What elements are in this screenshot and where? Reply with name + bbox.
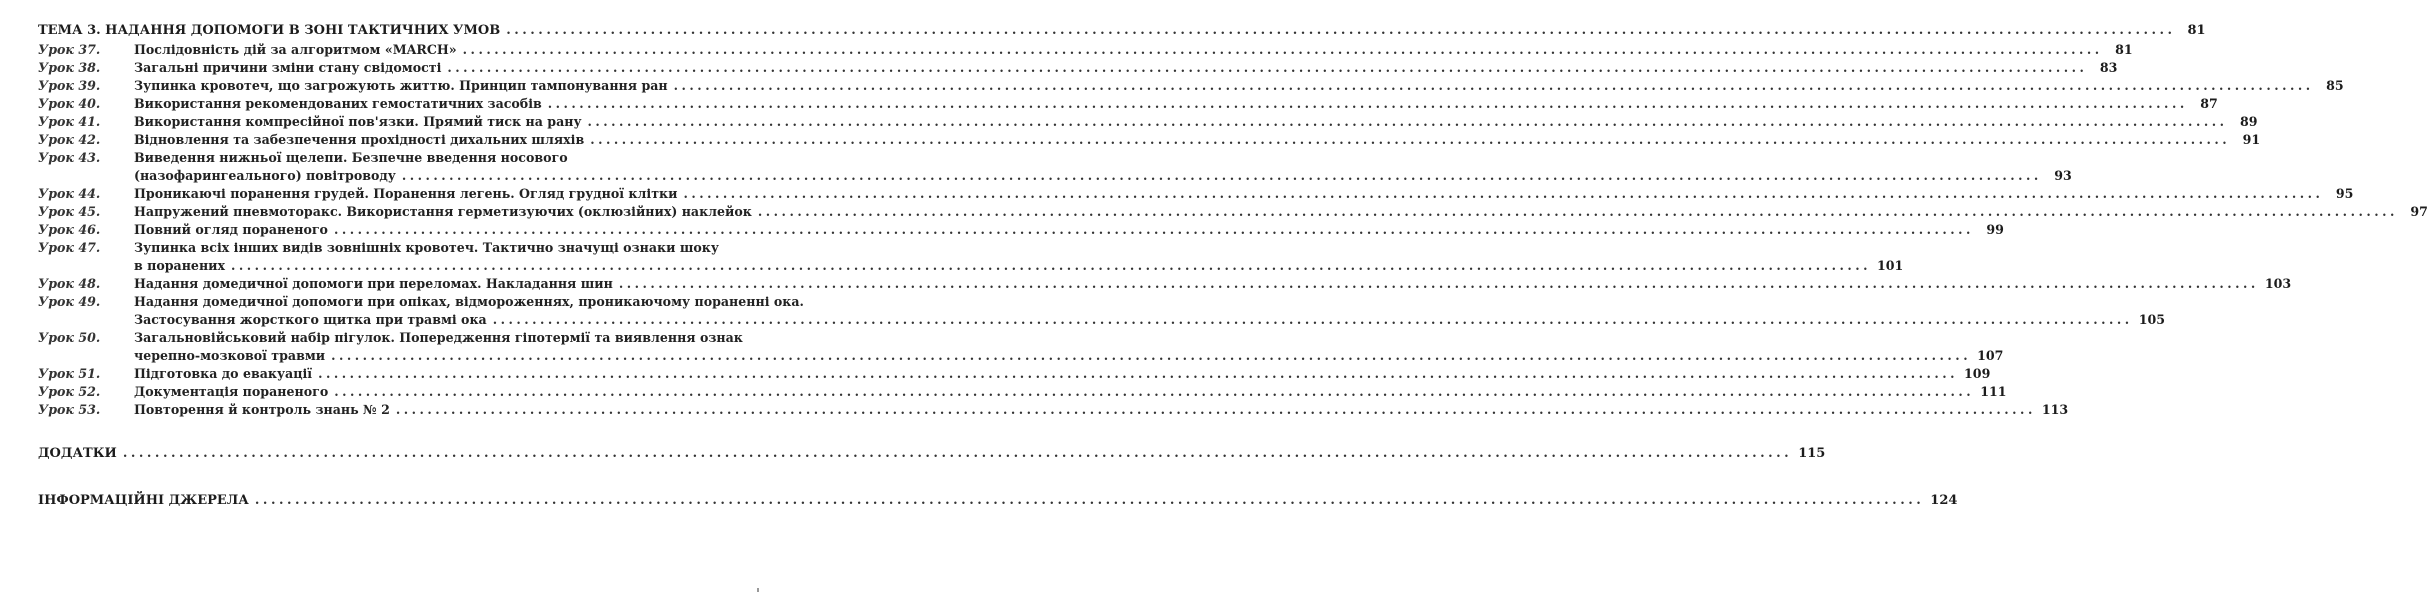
- lesson-title: Використання рекомендованих гемостатичних засобів: [134, 96, 542, 111]
- page-number: 113: [2041, 402, 2069, 417]
- lesson-number: Урок 40.: [38, 96, 101, 111]
- lesson-number: Урок 38.: [38, 60, 101, 75]
- lesson-title: Виведення нижньої щелепи. Безпечне введення носового: [134, 150, 568, 165]
- page-number: 93: [2054, 168, 2072, 183]
- page-number: 87: [2200, 96, 2218, 111]
- toc-lesson-entry[interactable]: [38, 77, 2344, 95]
- lesson-number: Урок 47.: [38, 240, 101, 255]
- lesson-number: Урок 53.: [38, 402, 101, 417]
- lesson-title: (назофарингеального) повітроводу: [134, 168, 396, 183]
- lesson-number: Урок 42.: [38, 132, 101, 147]
- page-number: 101: [1877, 258, 1904, 273]
- dot-leader: [331, 347, 1971, 365]
- dot-leader: [588, 113, 2228, 131]
- toc-lesson-entry[interactable]: [38, 95, 2218, 113]
- lesson-number: Урок 45.: [38, 204, 101, 219]
- toc-lesson-entry[interactable]: [38, 59, 2118, 77]
- lesson-title: Підготовка до евакуації: [134, 366, 313, 381]
- lesson-title: Напружений пневмоторакс. Використання герметизуючих (оклюзійних) наклейок: [134, 204, 752, 219]
- lesson-number: Урок 41.: [38, 114, 101, 129]
- dot-leader: [334, 383, 1974, 401]
- page-number: 95: [2335, 186, 2354, 201]
- lesson-title: Зупинка кровотеч, що загрожують життю. Принцип тампонування ран: [134, 78, 668, 93]
- page-number: 115: [1798, 446, 1826, 461]
- lesson-number: Урок 37.: [38, 42, 101, 57]
- toc-lesson-entry[interactable]: [38, 383, 2007, 401]
- lesson-title: Зупинка всіх інших видів зовнішніх кровотеч. Тактично значущі ознаки шоку: [134, 240, 719, 255]
- lesson-title: Повний огляд пораненого: [134, 222, 328, 237]
- lesson-title: черепно-мозкової травми: [134, 348, 326, 363]
- dot-leader: [334, 221, 1974, 239]
- section-title: ТЕМА 3. НАДАННЯ ДОПОМОГИ В ЗОНІ ТАКТИЧНИХ УМОВ: [38, 23, 501, 38]
- page-number: 85: [2326, 78, 2344, 93]
- dot-leader: [506, 22, 2175, 40]
- toc-lesson-entry[interactable]: [38, 131, 2261, 149]
- toc-lesson-entry[interactable]: [38, 203, 2428, 221]
- lesson-title: Загальновійськовий набір пігулок. Попередження гіпотермії та виявлення ознак: [134, 330, 743, 345]
- dot-leader: [318, 365, 1958, 383]
- toc-lesson-entry[interactable]: [38, 221, 2004, 239]
- sources-title: ІНФОРМАЦІЙНІ ДЖЕРЕЛА: [38, 493, 249, 508]
- toc-lesson-entry[interactable]: [38, 275, 2292, 293]
- dot-leader: [493, 311, 2133, 329]
- dot-leader: [463, 41, 2103, 59]
- lesson-title: Проникаючі поранення грудей. Поранення легень. Огляд грудної клітки: [134, 186, 678, 201]
- lesson-number: Урок 52.: [38, 384, 101, 399]
- page-number: 97: [2410, 204, 2428, 219]
- appendix-title: ДОДАТКИ: [38, 446, 117, 461]
- page-number: 107: [1977, 348, 2004, 363]
- table-of-contents: [38, 22, 2428, 511]
- page-number: 124: [1930, 493, 1958, 508]
- toc-lesson-entry[interactable]: [38, 239, 1904, 275]
- dot-leader: [619, 275, 2259, 293]
- lesson-title: Загальні причини зміни стану свідомості: [134, 60, 442, 75]
- scan-mark: [757, 588, 759, 592]
- toc-lesson-entry[interactable]: [38, 113, 2258, 131]
- page-number: 109: [1964, 366, 1991, 381]
- page-number: 83: [2099, 60, 2118, 75]
- lesson-title: Послідовність дій за алгоритмом «MARCH»: [134, 42, 457, 57]
- lesson-number: Урок 39.: [38, 78, 101, 93]
- dot-leader: [123, 445, 1792, 463]
- lesson-title: Використання компресійної пов'язки. Прямий тиск на рану: [134, 114, 582, 129]
- dot-leader: [548, 95, 2188, 113]
- lesson-number: Урок 43.: [38, 150, 101, 165]
- lesson-number: Урок 44.: [38, 186, 101, 201]
- lesson-number: Урок 49.: [38, 294, 101, 309]
- lesson-number: Урок 48.: [38, 276, 101, 291]
- page-number: 89: [2239, 114, 2258, 129]
- dot-leader: [447, 59, 2087, 77]
- page-number: 99: [1986, 222, 2004, 237]
- lesson-title: Надання домедичної допомоги при опіках, відмороженнях, проникаючому пораненні ока.: [134, 294, 804, 309]
- lesson-title: Відновлення та забезпечення прохідності дихальних шляхів: [134, 132, 585, 147]
- lesson-title: Надання домедичної допомоги при переломах. Накладання шин: [134, 276, 613, 291]
- page-number: 91: [2242, 132, 2261, 147]
- lesson-title: в поранених: [134, 258, 226, 273]
- toc-lesson-entry[interactable]: [38, 365, 1991, 383]
- dot-leader: [255, 492, 1924, 510]
- lesson-number: Урок 50.: [38, 330, 101, 345]
- page-number: 81: [2115, 42, 2133, 57]
- dot-leader: [590, 131, 2230, 149]
- dot-leader: [758, 203, 2398, 221]
- lesson-number: Урок 46.: [38, 222, 101, 237]
- toc-lesson-entry[interactable]: [38, 185, 2354, 203]
- page-number: 111: [1980, 384, 2007, 399]
- lesson-title: Застосування жорсткого щитка при травмі ока: [134, 312, 487, 327]
- sources-entry[interactable]: [38, 492, 1958, 511]
- dot-leader: [231, 257, 1871, 275]
- lesson-title: Документація пораненого: [134, 384, 329, 399]
- toc-lesson-entry[interactable]: [38, 41, 2133, 59]
- dot-leader: [402, 167, 2042, 185]
- page-number: 81: [2187, 23, 2206, 38]
- toc-lesson-entry[interactable]: [38, 401, 2069, 419]
- toc-lesson-entry[interactable]: [38, 149, 2072, 185]
- dot-leader: [396, 401, 2036, 419]
- page-number: 105: [2138, 312, 2165, 327]
- appendix-entry[interactable]: [38, 445, 1826, 464]
- section-heading[interactable]: [38, 22, 2206, 41]
- toc-lesson-entry[interactable]: [38, 293, 2165, 329]
- page-number: 103: [2264, 276, 2292, 291]
- lesson-list: [38, 41, 2428, 419]
- dot-leader: [683, 185, 2323, 203]
- toc-lesson-entry[interactable]: [38, 329, 2004, 365]
- dot-leader: [674, 77, 2314, 95]
- lesson-title: Повторення й контроль знань № 2: [134, 402, 390, 417]
- lesson-number: Урок 51.: [38, 366, 101, 381]
